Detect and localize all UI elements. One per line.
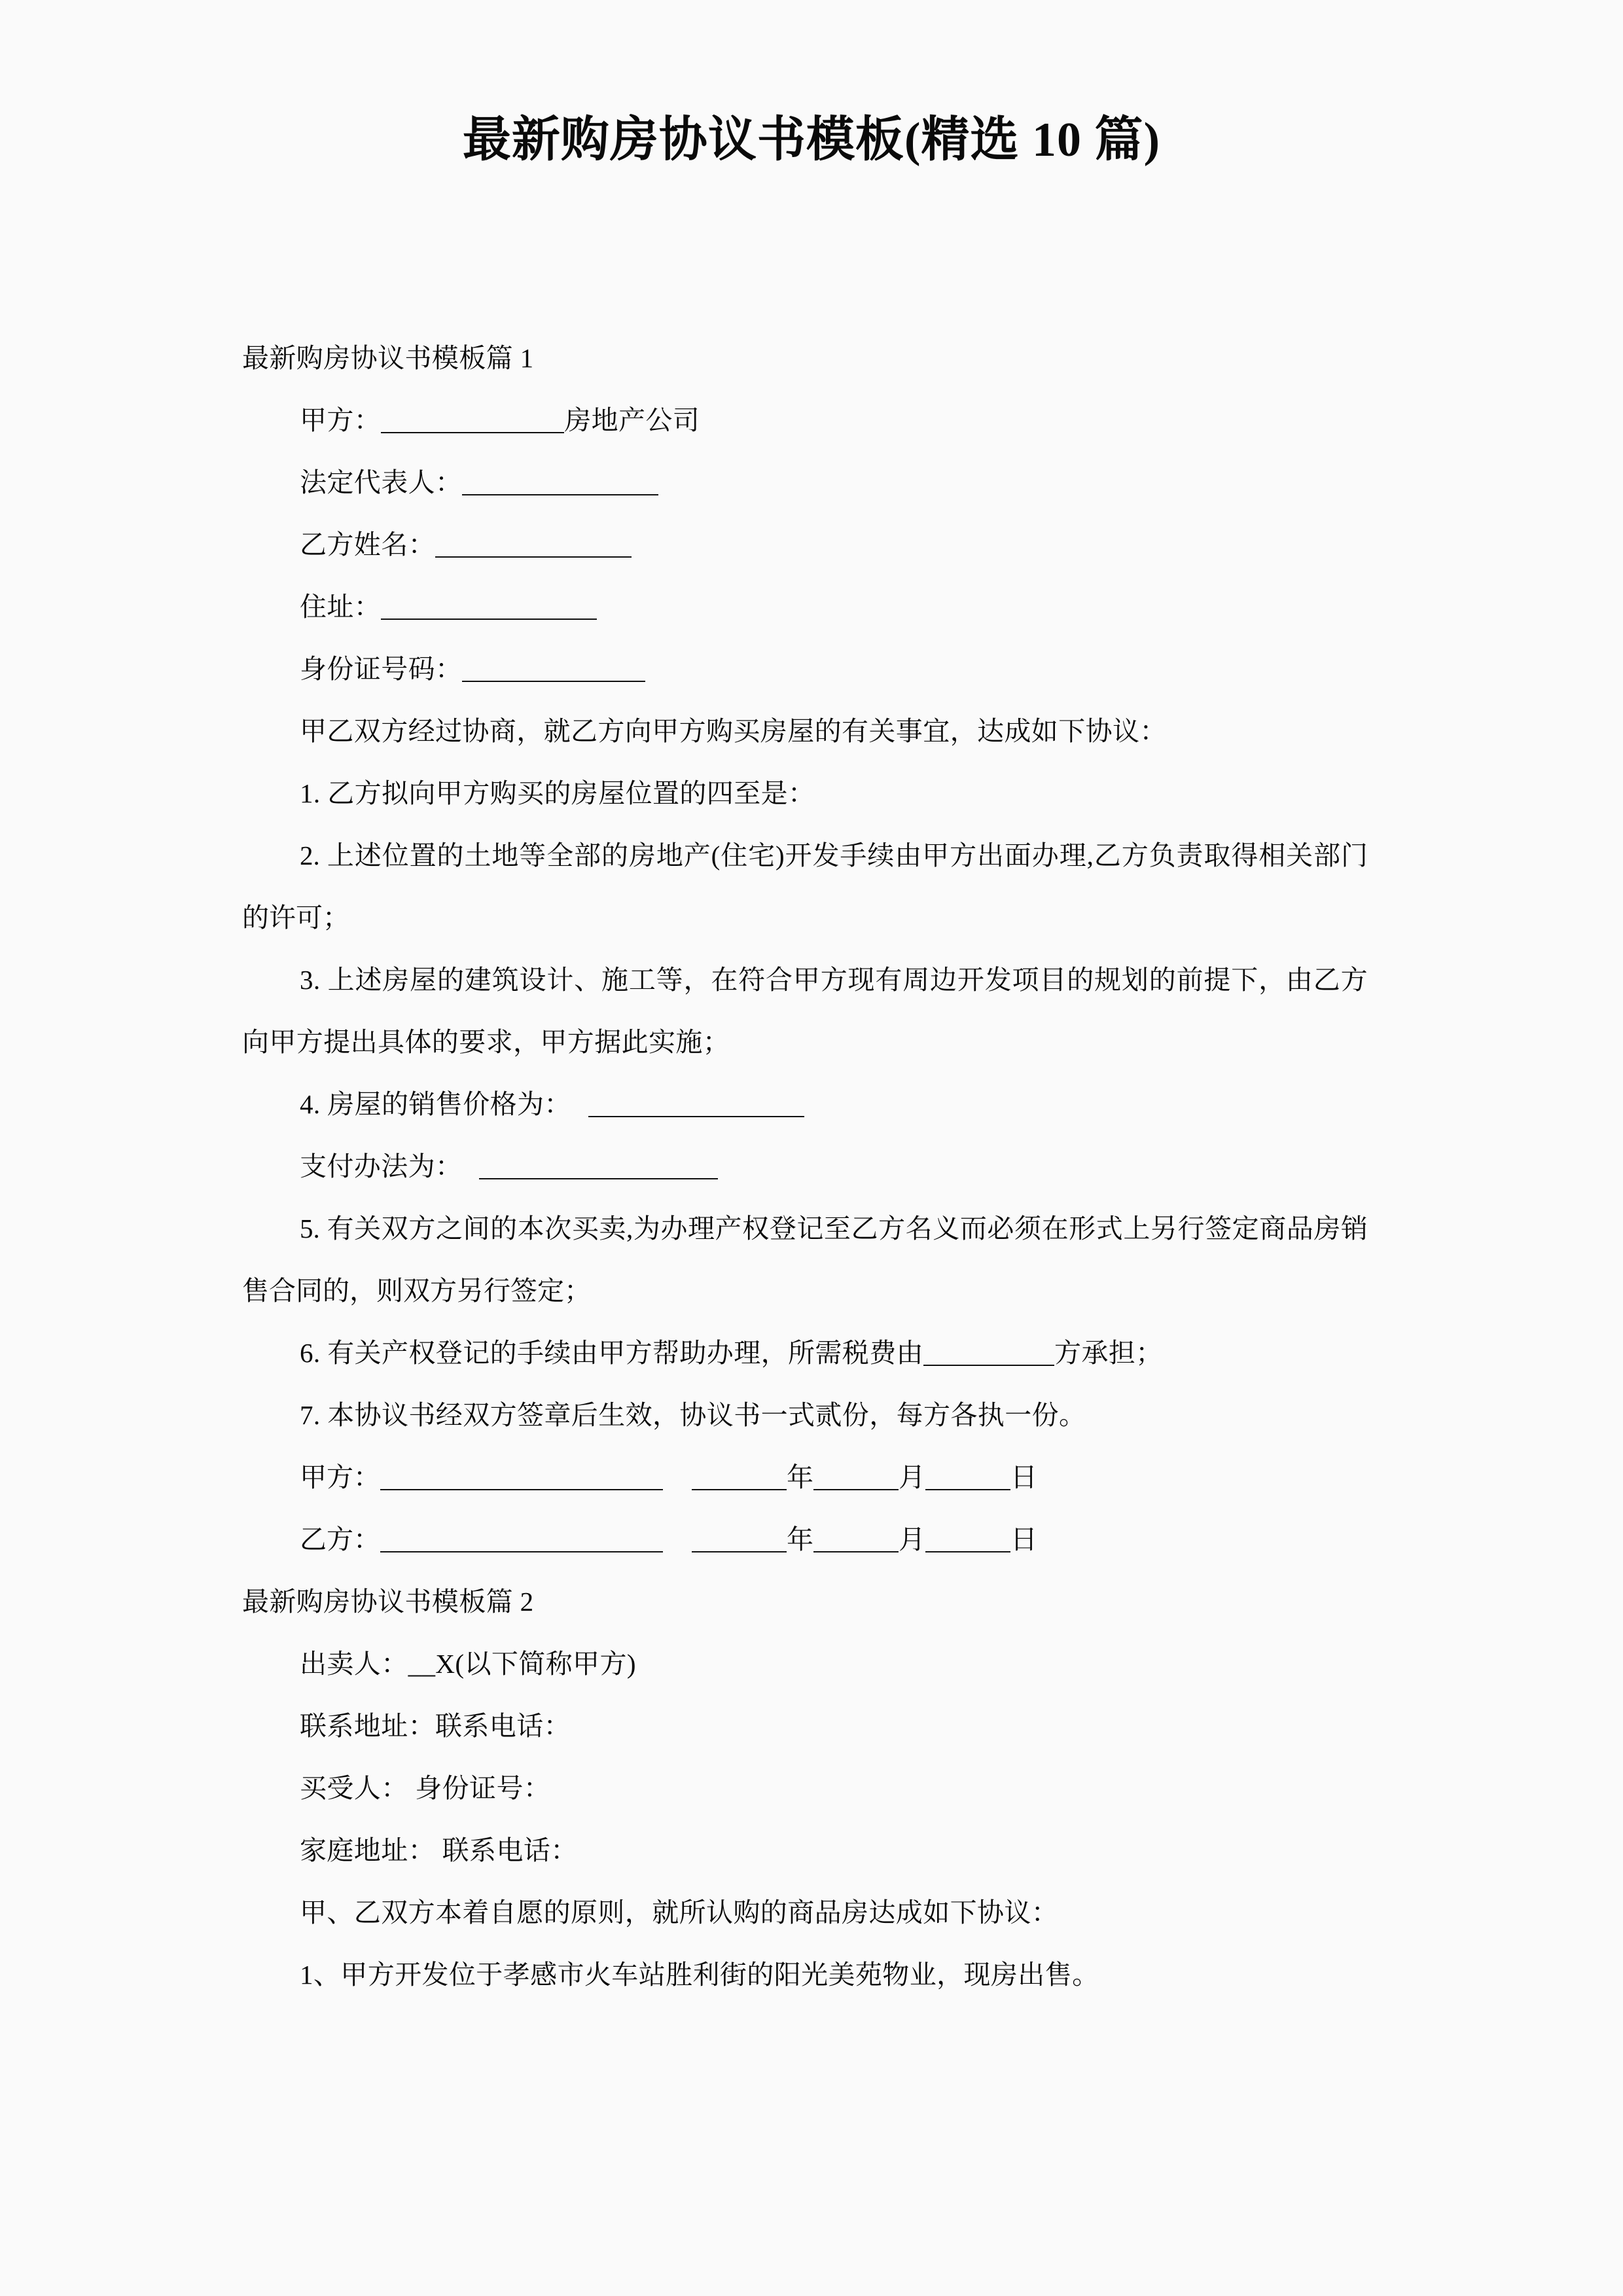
signature-party-a-blank[interactable] bbox=[380, 1463, 663, 1490]
section-2-intro bbox=[242, 1882, 1368, 1944]
clause-item-5-text: 5. 有关双方之间的本次买卖,为办理产权登记至乙方名义而必须在形式上另行签定商品房销售合同的，则双方另行签定； bbox=[242, 1213, 1368, 1306]
clause-item-4-price-blank[interactable] bbox=[588, 1090, 804, 1117]
signature-party-a-day-blank[interactable] bbox=[925, 1463, 1010, 1490]
clause-item-6-suffix: 方承担； bbox=[1054, 1338, 1163, 1368]
signature-party-b-year-blank[interactable] bbox=[692, 1525, 787, 1552]
clause-item-4-text: 4. 房屋的销售价格为： bbox=[300, 1089, 571, 1119]
section-heading-2 bbox=[242, 1571, 1368, 1633]
clause-item-7-text: 7. 本协议书经双方签章后生效，协议书一式贰份，每方各执一份。 bbox=[300, 1400, 1086, 1430]
section-2-intro-text: 甲、乙双方本着自愿的原则，就所认购的商品房达成如下协议： bbox=[300, 1897, 1059, 1928]
field-party-a-label: 甲方： bbox=[300, 405, 382, 435]
signature-party-a-month-blank[interactable] bbox=[813, 1463, 899, 1490]
document-body bbox=[242, 327, 1368, 2006]
section-1-intro-text: 甲乙双方经过协商，就乙方向甲方购买房屋的有关事宜，达成如下协议： bbox=[300, 716, 1167, 746]
signature-party-b-day-blank[interactable] bbox=[925, 1525, 1010, 1552]
section-heading-1 bbox=[242, 327, 1368, 389]
clause-item-6-tax-payer-blank[interactable] bbox=[923, 1338, 1054, 1366]
field-legal-rep-label: 法定代表人： bbox=[300, 467, 463, 497]
signature-party-a-label: 甲方： bbox=[300, 1462, 380, 1492]
clause-item-2-text: 2. 上述位置的土地等全部的房地产(住宅)开发手续由甲方出面办理,乙方负责取得相关部门的许可； bbox=[242, 840, 1368, 933]
signature-row-party-b bbox=[242, 1509, 1368, 1571]
section-2-clause-1 bbox=[242, 1944, 1368, 2006]
field-seller-text: 出卖人：__X(以下简称甲方) bbox=[300, 1649, 636, 1679]
field-party-b-name-blank[interactable] bbox=[435, 530, 632, 558]
field-seller-contact-text: 联系地址：联系电话： bbox=[300, 1711, 571, 1741]
clause-item-6-text: 6. 有关产权登记的手续由甲方帮助办理，所需税费由 bbox=[300, 1338, 923, 1368]
signature-party-b-year-label: 年 bbox=[787, 1524, 813, 1554]
field-seller-contact bbox=[242, 1695, 1368, 1757]
section-heading-1-text: 最新购房协议书模板篇 1 bbox=[242, 343, 534, 373]
field-id-number bbox=[242, 638, 1368, 700]
clause-item-3-text: 3. 上述房屋的建筑设计、施工等，在符合甲方现有周边开发项目的规划的前提下，由乙方向甲方提出具体的要求，甲方据此实施； bbox=[242, 965, 1368, 1057]
field-address-blank[interactable] bbox=[381, 592, 597, 620]
field-buyer-home-text: 家庭地址： 联系电话： bbox=[300, 1835, 578, 1865]
clause-payment-method bbox=[242, 1136, 1368, 1198]
signature-party-b-day-label: 日 bbox=[1010, 1524, 1037, 1554]
clause-payment-method-label: 支付办法为： bbox=[300, 1151, 463, 1181]
signature-party-b-month-label: 月 bbox=[899, 1524, 925, 1554]
field-legal-rep bbox=[242, 452, 1368, 514]
clause-payment-method-blank[interactable] bbox=[479, 1152, 718, 1179]
signature-row-party-a bbox=[242, 1446, 1368, 1509]
field-party-b-name-label: 乙方姓名： bbox=[300, 529, 435, 560]
clause-item-5 bbox=[242, 1198, 1368, 1322]
clause-item-2 bbox=[242, 825, 1368, 949]
section-heading-2-text: 最新购房协议书模板篇 2 bbox=[242, 1587, 534, 1617]
field-buyer bbox=[242, 1757, 1368, 1820]
clause-item-7 bbox=[242, 1384, 1368, 1446]
section-2-clause-1-text: 1、甲方开发位于孝感市火车站胜利街的阳光美苑物业，现房出售。 bbox=[300, 1960, 1099, 1990]
signature-party-b-label: 乙方： bbox=[300, 1524, 380, 1554]
field-legal-rep-blank[interactable] bbox=[462, 468, 658, 495]
field-buyer-home bbox=[242, 1820, 1368, 1882]
field-seller bbox=[242, 1633, 1368, 1695]
section-1-intro bbox=[242, 700, 1368, 762]
field-address bbox=[242, 576, 1368, 638]
clause-item-1 bbox=[242, 762, 1368, 825]
field-party-a bbox=[242, 389, 1368, 452]
clause-item-4 bbox=[242, 1073, 1368, 1136]
field-party-a-blank[interactable] bbox=[381, 406, 564, 433]
page-title: 最新购房协议书模板(精选 10 篇) bbox=[462, 113, 1161, 167]
field-party-a-suffix: 房地产公司 bbox=[564, 405, 700, 435]
signature-party-a-year-label: 年 bbox=[787, 1462, 813, 1492]
field-id-number-blank[interactable] bbox=[462, 655, 645, 682]
signature-party-b-blank[interactable] bbox=[380, 1525, 663, 1552]
field-address-label: 住址： bbox=[300, 592, 382, 622]
field-id-number-label: 身份证号码： bbox=[300, 654, 463, 684]
field-party-b-name bbox=[242, 514, 1368, 576]
field-buyer-text: 买受人： 身份证号： bbox=[300, 1773, 551, 1803]
signature-party-b-month-blank[interactable] bbox=[813, 1525, 899, 1552]
clause-item-1-text: 1. 乙方拟向甲方购买的房屋位置的四至是： bbox=[300, 778, 815, 808]
clause-item-3 bbox=[242, 949, 1368, 1073]
clause-item-6 bbox=[242, 1322, 1368, 1384]
signature-party-a-year-blank[interactable] bbox=[692, 1463, 787, 1490]
signature-party-a-day-label: 日 bbox=[1010, 1462, 1037, 1492]
signature-party-a-month-label: 月 bbox=[899, 1462, 925, 1492]
